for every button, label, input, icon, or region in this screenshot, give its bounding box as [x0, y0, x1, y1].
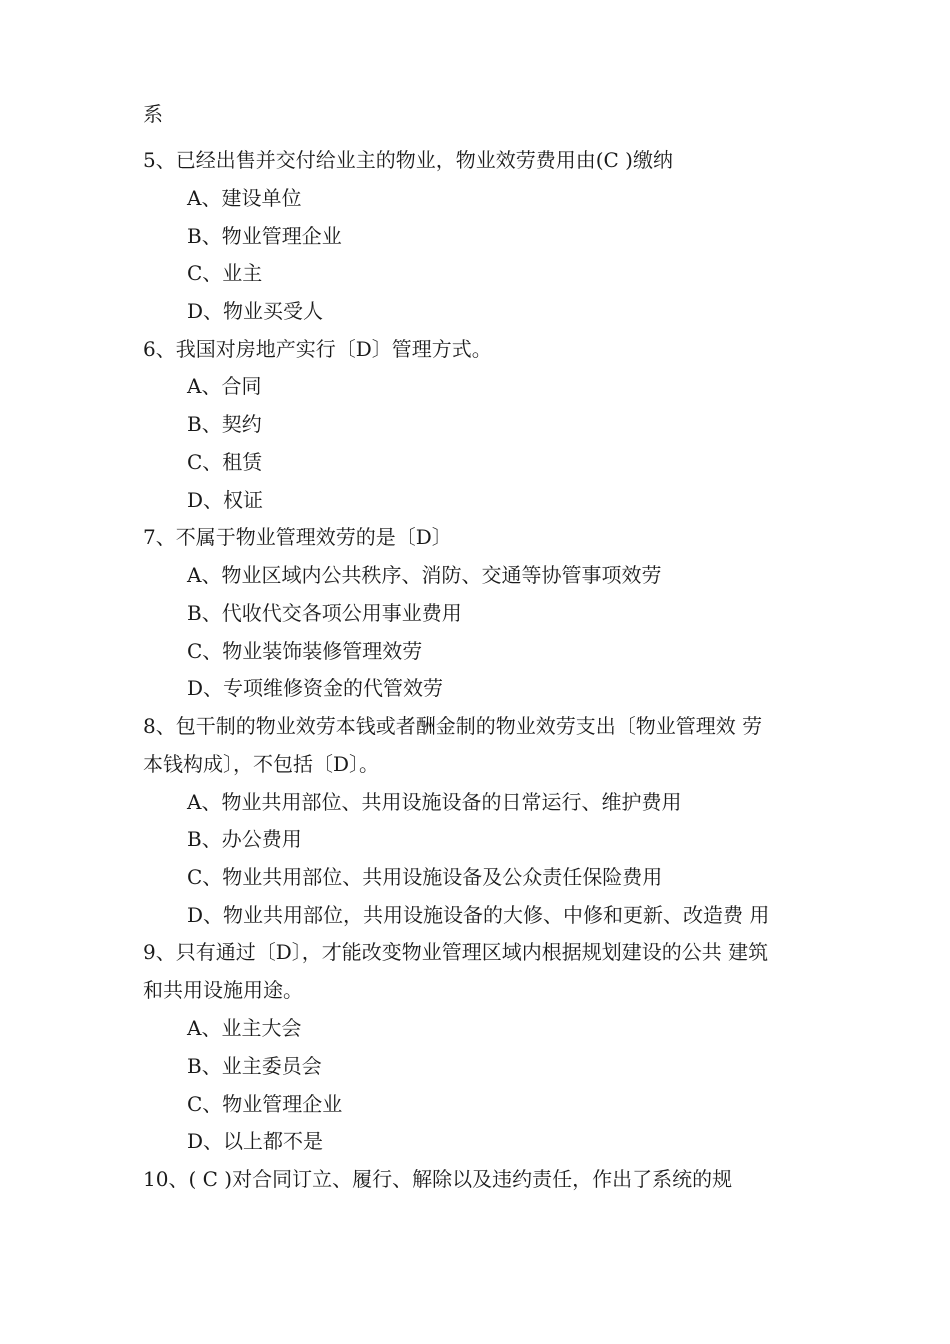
option-line: A、建设单位 [187, 186, 302, 210]
option-line: D、权证 [187, 488, 264, 512]
question-5: 5、已经出售并交付给业主的物业，物业效劳费用由(C )缴纳 [143, 148, 673, 172]
option-line: B、契约 [187, 412, 262, 436]
option-line: B、代收代交各项公用事业费用 [187, 601, 462, 625]
question-7: 7、不属于物业管理效劳的是〔D〕 [143, 525, 452, 549]
question-9: 9、只有通过〔D〕，才能改变物业管理区域内根据规划建设的公共 建筑 [143, 940, 769, 964]
option-line: A、合同 [187, 374, 262, 398]
option-line: D、物业共用部位，共用设施设备的大修、中修和更新、改造费 用 [187, 903, 770, 927]
option-line: C、业主 [187, 261, 263, 285]
option-line: D、专项维修资金的代管效劳 [187, 676, 444, 700]
question-6: 6、我国对房地产实行〔D〕管理方式。 [143, 337, 492, 361]
text-line: 系 [143, 102, 163, 126]
option-line: C、物业装饰装修管理效劳 [187, 639, 423, 663]
option-line: A、业主大会 [187, 1016, 302, 1040]
option-line: A、物业共用部位、共用设施设备的日常运行、维护费用 [187, 790, 682, 814]
option-line: C、物业管理企业 [187, 1092, 343, 1116]
question-10: 10、( C )对合同订立、履行、解除以及违约责任，作出了系统的规 [143, 1167, 733, 1191]
option-line: A、物业区域内公共秩序、消防、交通等协管事项效劳 [187, 563, 662, 587]
question-8-continued: 本钱构成〕，不包括〔D〕。 [143, 752, 380, 776]
option-line: C、租赁 [187, 450, 263, 474]
question-9-continued: 和共用设施用途。 [143, 978, 303, 1002]
option-line: B、办公费用 [187, 827, 302, 851]
option-line: D、以上都不是 [187, 1129, 324, 1153]
question-8: 8、包干制的物业效劳本钱或者酬金制的物业效劳支出〔物业管理效 劳 [143, 714, 763, 738]
option-line: B、物业管理企业 [187, 224, 342, 248]
option-line: B、业主委员会 [187, 1054, 322, 1078]
option-line: D、物业买受人 [187, 299, 324, 323]
option-line: C、物业共用部位、共用设施设备及公众责任保险费用 [187, 865, 663, 889]
